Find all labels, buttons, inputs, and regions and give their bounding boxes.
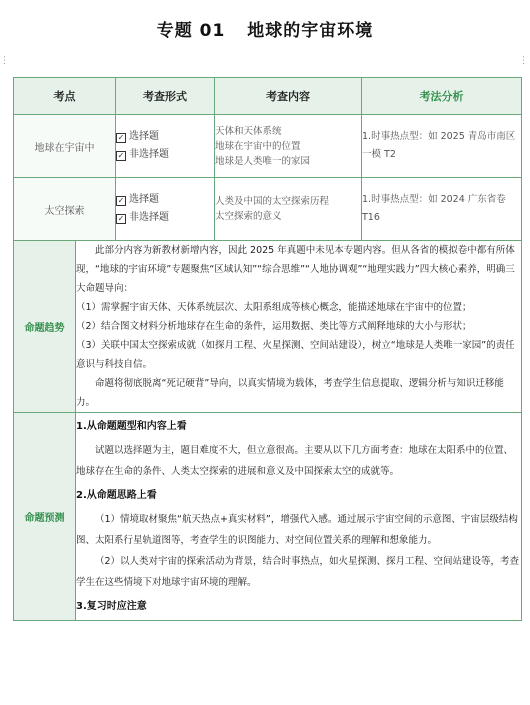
forecast-body [76,413,522,621]
row-content [215,115,362,178]
col-header-content: 考查内容 [215,78,362,115]
form-item: ✓ 选择题 [117,131,159,142]
trend-row [14,241,522,413]
checked-box-icon: ✓ [117,151,125,160]
checked-box-icon: ✓ [117,196,125,205]
content-line: 人类及中国的太空探索历程 [215,196,330,207]
checked-box-icon: ✓ [117,133,125,142]
table-header-row [14,78,522,115]
title-main: 地球的宇宙环境 [247,21,374,41]
form-item: ✓ 非选择题 [117,149,169,160]
forecast-section-title: 2.从命题思路上看 [76,490,157,501]
col-header-analysis: 考法分析 [362,78,522,115]
table-row [14,115,522,178]
title-prefix: 专题 01 [156,21,226,41]
forecast-paragraph: 试题以选择题为主，题目难度不大，但立意很高。主要从以下几方面考查：地球在太阳系中的位置、地球存在生命的条件、人类太空探索的进展和意义及中国探索太空的成就等。 [76,445,514,477]
forecast-section-title: 3.复习时应注意 [76,601,147,612]
right-edge-marker: ⋮ [519,56,528,66]
row-forms [116,178,215,241]
page-title [0,16,530,41]
col-header-form: 考查形式 [116,78,215,115]
trend-paragraph: 此部分内容为新教材新增内容，因此 2025 年真题中未见本专题内容。但从各省的模拟卷中都有所体现，“地球的宇宙环境”专题聚焦“区域认知”“综合思维”“人地协调观”“地理实践力”四大核心素养，明确三大命题导向： [76,245,515,294]
row-topic: 太空探索 [14,178,116,241]
trend-paragraph: （3）关联中国太空探索成就（如探月工程、火星探测、空间站建设），树立“地球是人类唯一家园”的责任意识与科技自信。 [76,340,515,370]
row-forms [116,115,215,178]
left-edge-marker: ⋮ [0,56,9,66]
content-line: 太空探索的意义 [215,211,282,222]
content-line: 天体和天体系统 [215,125,282,137]
table-row [14,178,522,241]
checked-box-icon: ✓ [117,214,125,223]
content-line: 地球在宇宙中的位置 [215,140,301,152]
form-item: ✓ 选择题 [117,194,159,205]
topic-table [13,77,522,621]
forecast-label: 命题预测 [14,413,76,621]
row-analysis: 1.时事热点型：如 2024 广东省卷 T16 [362,178,522,241]
row-topic: 地球在宇宙中 [14,115,116,178]
forecast-section-title: 1.从命题题型和内容上看 [76,421,187,432]
form-item: ✓ 非选择题 [117,212,169,223]
forecast-row [14,413,522,621]
trend-paragraph: （1）需掌握宇宙天体、天体系统层次、太阳系组成等核心概念，能描述地球在宇宙中的位置； [76,302,472,313]
row-analysis: 1.时事热点型：如 2025 青岛市南区一模 T2 [362,115,522,178]
trend-body [76,241,522,413]
forecast-paragraph: （2）以人类对宇宙的探索活动为背景，结合时事热点，如火星探测、探月工程、空间站建设等，考查学生在这些情境下对地球宇宙环境的理解。 [76,556,520,588]
row-content [215,178,362,241]
forecast-paragraph: （1）情境取材聚焦“航天热点+真实材料”，增强代入感。通过展示宇宙空间的示意图、宇宙层级结构图、太阳系行星轨道图等，考查学生的识图能力、对空间位置关系的理解和想象能力。 [76,514,518,546]
col-header-topic: 考点 [14,78,116,115]
trend-paragraph: （2）结合图文材料分析地球存在生命的条件，运用数据、类比等方式阐释地球的大小与形状； [76,321,472,332]
trend-label: 命题趋势 [14,241,76,413]
content-line: 地球是人类唯一的家园 [215,155,311,167]
trend-paragraph: 命题将彻底脱离“死记硬背”导向，以真实情境为载体，考查学生信息提取、逻辑分析与知识迁移能力。 [76,378,504,408]
